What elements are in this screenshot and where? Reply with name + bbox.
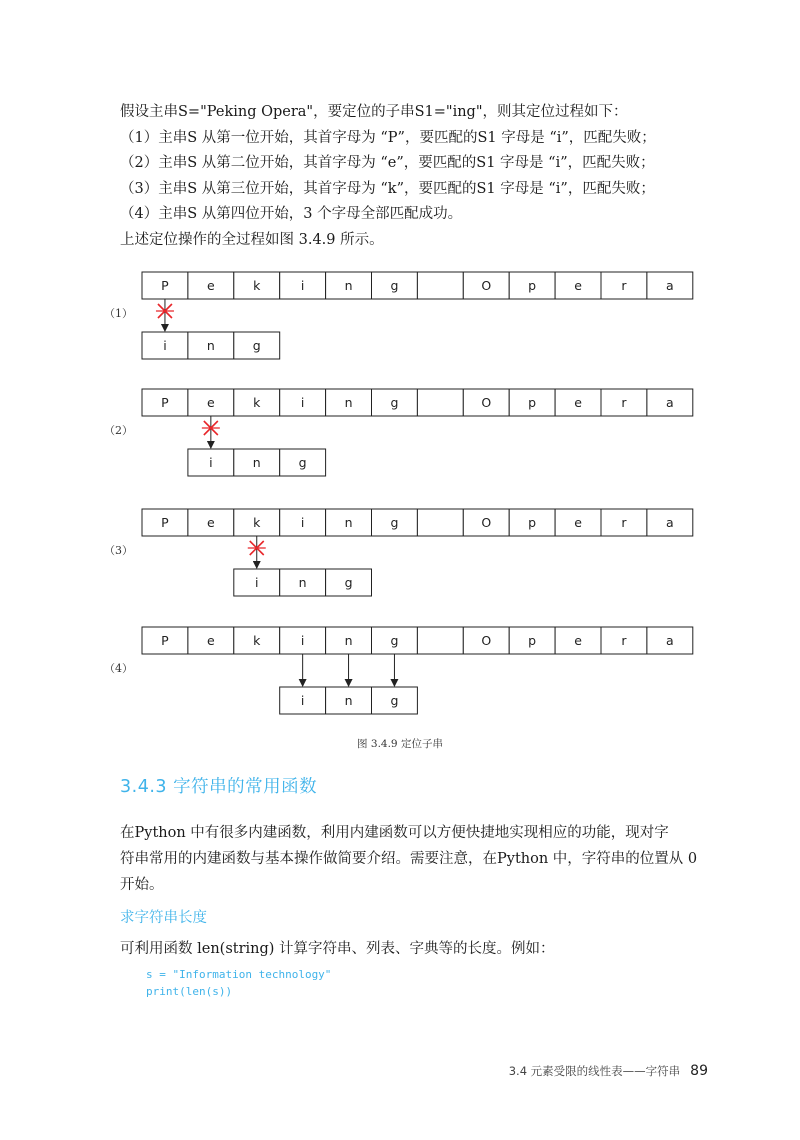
main-string-row: [142, 509, 693, 536]
char-label: n: [206, 338, 215, 353]
section-title: 3.4.3 字符串的常用函数: [120, 777, 318, 797]
paragraph-line: 符串常用的内建函数与基本操作做简要介绍。需要注意，在Python 中，字符串的位置从 0: [120, 851, 698, 867]
char-label: n: [298, 575, 307, 590]
char-label: n: [344, 395, 353, 410]
char-label: O: [481, 515, 492, 530]
code-block: [146, 966, 331, 1000]
substring-row: [280, 687, 418, 714]
page-number: 89: [690, 1063, 708, 1079]
char-label: n: [252, 455, 261, 470]
char-label: p: [528, 515, 537, 530]
char-label: e: [206, 278, 215, 293]
page-footer: [509, 1063, 708, 1079]
paragraph-line: 在Python 中有很多内建函数，利用内建函数可以方便快捷地实现相应的功能，现对字: [120, 825, 669, 841]
char-label: a: [666, 278, 674, 293]
len-description: 可利用函数 len(string) 计算字符串、列表、字典等的长度。例如：: [120, 941, 555, 957]
char-label: e: [206, 395, 215, 410]
char-label: r: [621, 395, 627, 410]
main-string-row: [142, 272, 693, 299]
char-label: r: [621, 633, 627, 648]
step-1: （1）主串S 从第一位开始，其首字母为 “P”，要匹配的S1 字母是 “i”，匹配失败；: [120, 129, 656, 146]
step-label: （4）: [104, 662, 133, 675]
char-label: P: [161, 278, 169, 293]
char-label: O: [481, 278, 492, 293]
section-paragraph: [120, 820, 720, 898]
char-label: k: [253, 633, 261, 648]
code-line: s = "Information technology": [146, 968, 332, 981]
char-label: k: [253, 278, 261, 293]
step-label: （2）: [104, 424, 133, 437]
char-label: P: [161, 515, 169, 530]
char-label: g: [252, 338, 261, 353]
subheading: 求字符串长度: [120, 910, 207, 926]
char-label: r: [621, 515, 627, 530]
paragraph-line: 开始。: [120, 877, 164, 893]
char-label: P: [161, 395, 169, 410]
step-2: （2）主串S 从第二位开始，其首字母为 “e”，要匹配的S1 字母是 “i”，匹配失败；: [120, 155, 655, 172]
step-label: （1）: [104, 307, 133, 320]
char-label: i: [300, 395, 305, 410]
char-label: n: [344, 693, 353, 708]
char-label: g: [344, 575, 353, 590]
char-label: i: [300, 515, 305, 530]
main-string-row: [142, 389, 693, 416]
char-label: i: [300, 633, 305, 648]
char-label: e: [574, 633, 582, 648]
char-cell: [417, 509, 463, 536]
char-label: g: [390, 693, 399, 708]
char-label: n: [344, 633, 353, 648]
char-label: k: [253, 395, 261, 410]
char-label: p: [528, 278, 537, 293]
code-line: print(len(s)): [146, 985, 233, 998]
char-label: e: [206, 515, 215, 530]
char-label: a: [666, 395, 674, 410]
char-label: e: [206, 633, 215, 648]
char-label: i: [163, 338, 167, 353]
substring-row: [142, 332, 280, 359]
char-label: g: [390, 278, 399, 293]
char-label: n: [344, 278, 353, 293]
char-label: e: [574, 278, 582, 293]
char-label: i: [209, 455, 213, 470]
char-cell: [417, 627, 463, 654]
main-string-row: [142, 627, 693, 654]
char-label: a: [666, 515, 674, 530]
char-label: g: [298, 455, 307, 470]
char-label: O: [481, 633, 492, 648]
step-3: （3）主串S 从第三位开始，其首字母为 “k”，要匹配的S1 字母是 “i”，匹配失败；: [120, 180, 655, 197]
footer-title: 3.4 元素受限的线性表——字符串: [508, 1064, 681, 1078]
char-label: n: [344, 515, 353, 530]
char-label: g: [390, 395, 399, 410]
intro-summary: 上述定位操作的全过程如图 3.4.9 所示。: [120, 231, 384, 248]
char-label: i: [255, 575, 259, 590]
intro-line: 假设主串S="Peking Opera"，要定位的子串S1="ing"，则其定位过程如下：: [120, 104, 628, 120]
char-label: r: [621, 278, 627, 293]
char-label: i: [300, 693, 305, 708]
char-cell: [417, 272, 463, 299]
step-label: （3）: [104, 544, 133, 557]
char-label: g: [390, 515, 399, 530]
substring-row: [234, 569, 372, 596]
substring-row: [188, 449, 326, 476]
char-cell: [417, 389, 463, 416]
char-label: e: [574, 515, 582, 530]
step-4: （4）主串S 从第四位开始，3 个字母全部匹配成功。: [120, 206, 463, 223]
char-label: p: [528, 395, 537, 410]
figure-caption: 图 3.4.9 定位子串: [357, 738, 443, 750]
char-label: p: [528, 633, 537, 648]
char-label: k: [253, 515, 261, 530]
char-label: a: [666, 633, 674, 648]
char-label: P: [161, 633, 169, 648]
char-label: i: [300, 278, 305, 293]
char-label: e: [574, 395, 582, 410]
char-label: g: [390, 633, 399, 648]
char-label: O: [481, 395, 492, 410]
